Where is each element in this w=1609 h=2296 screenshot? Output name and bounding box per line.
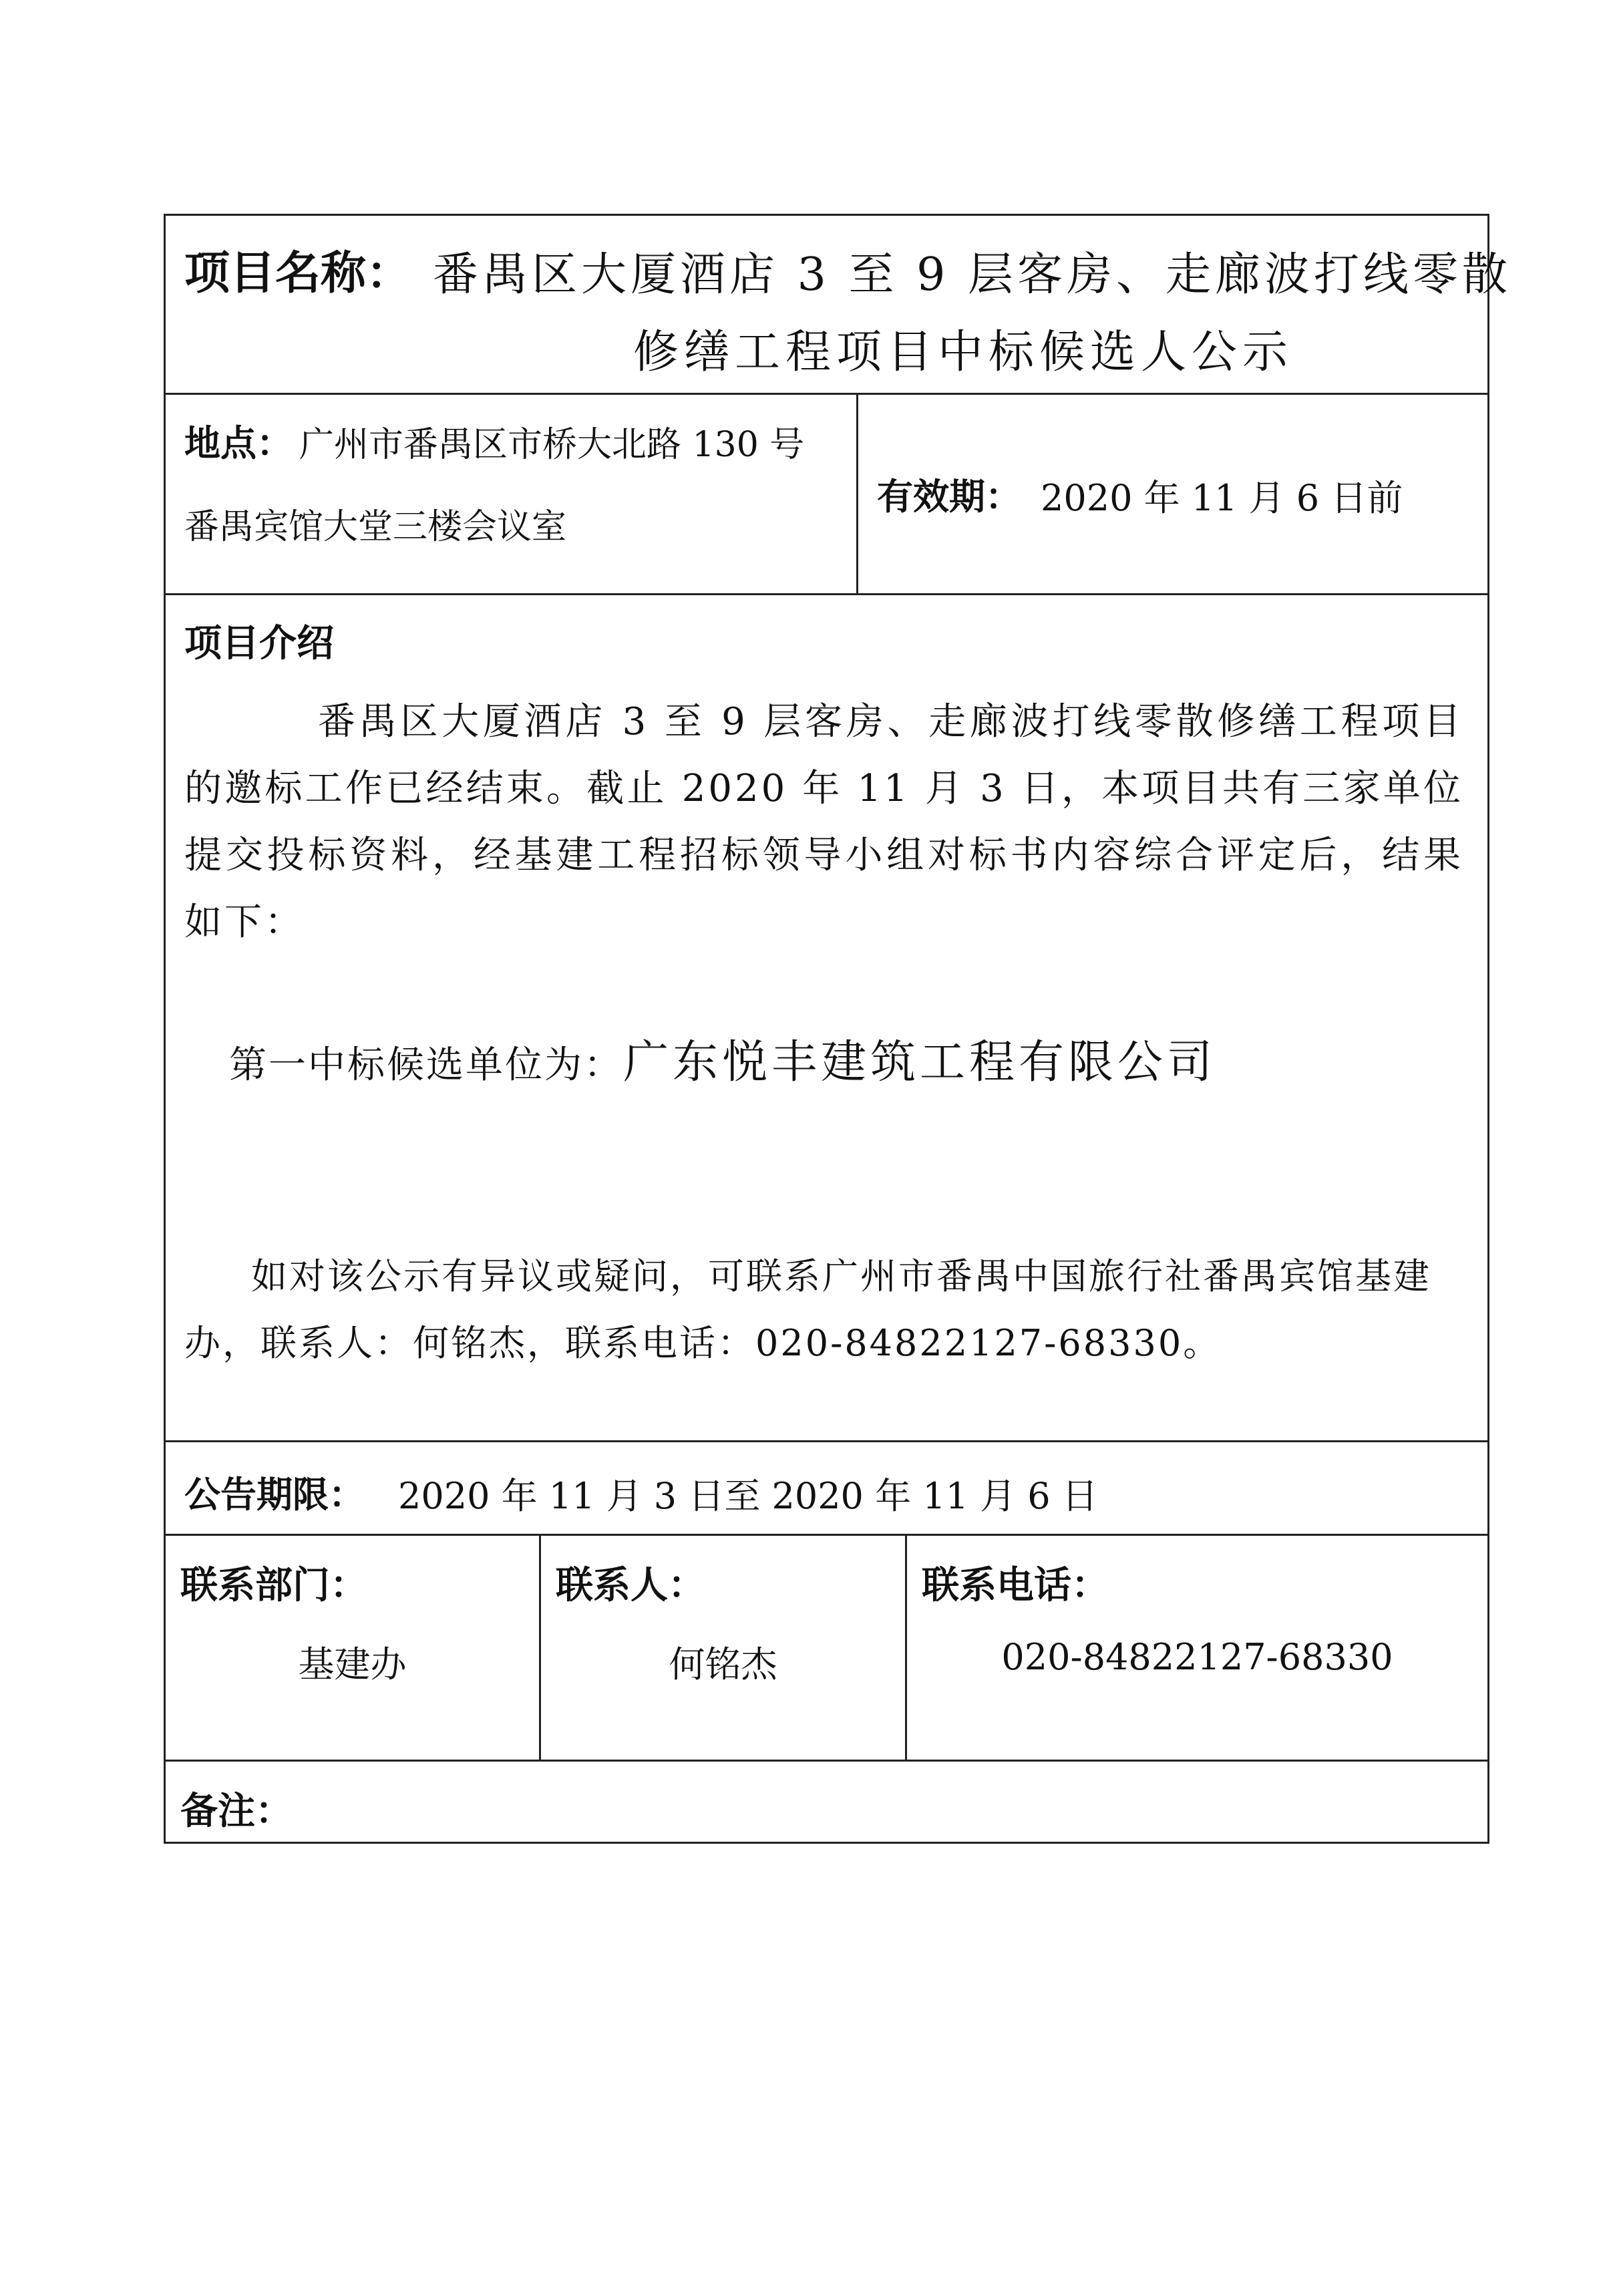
- location-cell: [166, 395, 858, 593]
- title-row: [166, 216, 1511, 395]
- intro-label: 项目介绍: [184, 622, 334, 665]
- contact-note: 如对该公示有异议或疑问，可联系广州市番禺中国旅行社番禺宾馆基建办，联系人：何铭杰，联系电话：020-84822127-68330。: [184, 1255, 1431, 1364]
- project-name-line2: 修缮工程项目中标候选人公示: [633, 326, 1294, 379]
- phone-value: 020-84822127-68330: [1001, 1636, 1393, 1678]
- remark-label: 备注：: [180, 1790, 293, 1833]
- validity-label: 有效期：: [877, 476, 1021, 518]
- remark-row: [166, 1762, 1487, 1842]
- location-label: 地点：: [184, 422, 293, 464]
- department-label: 联系部门：: [180, 1564, 367, 1607]
- period-label: 公告期限：: [184, 1474, 365, 1516]
- project-name-label: 项目名称：: [184, 247, 412, 300]
- location-line1: 广州市番禺区市桥大北路 130 号: [299, 425, 805, 465]
- winner-label: 第一中标候选单位为：: [229, 1043, 623, 1087]
- person-label: 联系人：: [556, 1564, 705, 1607]
- intro-body: 番禺区大厦酒店 3 至 9 层客房、走廊波打线零散修缮工程项目的邀标工作已经结束。截止 2020 年 11 月 3 日，本项目共有三家单位提交投标资料，经基建工程招标领导小组对标书内容综合评定后，结果如下：: [184, 700, 1463, 944]
- winner-value: 广东悦丰建筑工程有限公司: [623, 1036, 1217, 1089]
- winner-line: [229, 1026, 1216, 1091]
- person-value: 何铭杰: [669, 1643, 777, 1685]
- phone-label: 联系电话：: [922, 1564, 1109, 1607]
- person-cell: [541, 1536, 907, 1760]
- location-row: [166, 395, 1487, 595]
- department-cell: [166, 1536, 541, 1760]
- validity-value: 2020 年 11 月 6 日前: [1041, 477, 1403, 519]
- location-line2: 番禺宾馆大堂三楼会议室: [184, 507, 567, 547]
- period-value: 2020 年 11 月 3 日至 2020 年 11 月 6 日: [398, 1475, 1098, 1517]
- phone-cell: [907, 1536, 1487, 1760]
- contact-row: [166, 1536, 1487, 1762]
- project-name-line1: 番禺区大厦酒店 3 至 9 层客房、走廊波打线零散: [433, 249, 1511, 301]
- announcement-table: [164, 214, 1511, 1844]
- period-row: [166, 1442, 1487, 1536]
- department-value: 基建办: [298, 1643, 407, 1685]
- intro-row: [166, 595, 1487, 1442]
